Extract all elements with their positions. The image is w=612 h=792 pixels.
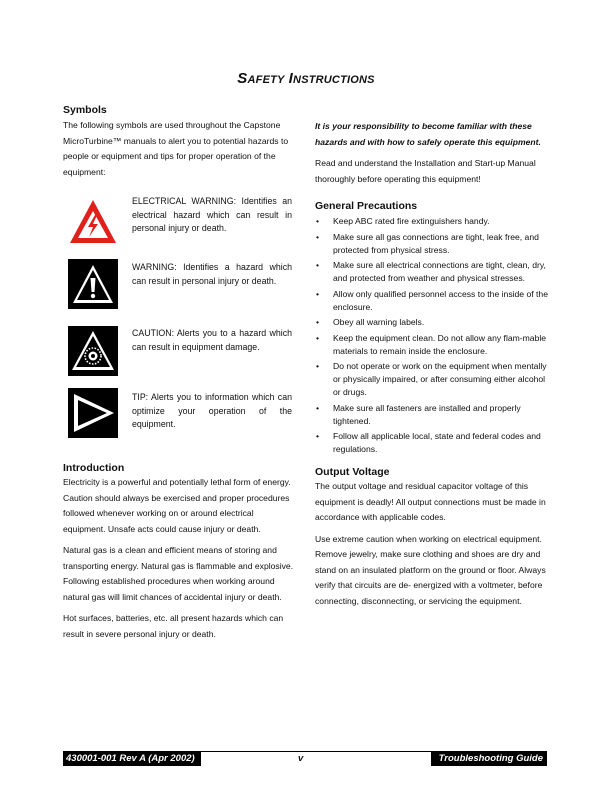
output-voltage-paragraph: Use extreme caution when working on electrical equipment. Remove jewelry, make sure clothing and shoes are dry and stand on an insulated platform on the ground or floor. Always verify that circuits are de- energized with a voltmeter, before connecting, disconnecting, or servicing the equipment. xyxy=(315,533,546,606)
symbols-intro: The following symbols are used throughout the Capstone MicroTurbine™ manuals to alert you to potential hazards to people or equipment and tips for proper operation of the equipment: xyxy=(63,120,289,177)
list-item: • Follow all applicable local, state and federal codes and regulations. xyxy=(315,430,548,456)
left-column xyxy=(63,103,295,642)
warning-icon xyxy=(68,259,118,309)
symbol-warning xyxy=(63,261,295,327)
symbol-tip-text: TIP: Alerts you to information which can optimize your operation of the equipment. xyxy=(132,392,292,429)
list-item: • Obey all warning labels. xyxy=(315,316,548,329)
footer-page-number: v xyxy=(298,753,304,764)
symbols-heading: Symbols xyxy=(63,104,107,116)
list-item: • Keep the equipment clean. Do not allow any flam-mable materials to remain inside the enclosure. xyxy=(315,332,548,358)
intro-paragraph: Electricity is a powerful and potentially lethal form of energy. Caution should always be exercised and proper procedures followed whenever working on or around electrical equipment. Unsafe acts could cause injury or death. xyxy=(63,477,291,534)
list-item: • Keep ABC rated fire extinguishers handy. xyxy=(315,215,548,228)
list-item: • Do not operate or work on the equipment when mentally or physically impaired, or after consuming either alcohol or drugs. xyxy=(315,360,548,399)
symbol-tip xyxy=(63,391,295,461)
intro-paragraph: Hot surfaces, batteries, etc. all present hazards which can result in severe personal injury or death. xyxy=(63,613,284,639)
general-precautions-heading: General Precautions xyxy=(315,200,418,212)
page-footer xyxy=(63,751,547,768)
symbol-electrical-warning-text: ELECTRICAL WARNING: Identifies an electrical hazard which can result in personal injury or death. xyxy=(132,196,292,233)
responsibility-text: Read and understand the Installation and Start-up Manual thoroughly before operating this equipment! xyxy=(315,158,536,184)
list-item: • Allow only qualified personnel access to the inside of the enclosure. xyxy=(315,288,548,314)
symbol-electrical-warning xyxy=(63,195,295,261)
tip-icon xyxy=(68,388,118,438)
output-voltage-paragraph: The output voltage and residual capacitor voltage of this equipment is deadly! All output connections must be made in accordance with applicable codes. xyxy=(315,481,546,522)
caution-icon xyxy=(68,326,118,376)
precautions-list xyxy=(315,215,548,456)
right-column xyxy=(315,119,548,609)
electrical-warning-icon xyxy=(68,197,118,247)
responsibility-emphasis: It is your responsibility to become familiar with these hazards and with how to safely operate this equipment. xyxy=(315,121,541,147)
introduction-heading: Introduction xyxy=(63,462,125,474)
page-title: SAFETY INSTRUCTIONS xyxy=(237,70,375,87)
output-voltage-heading: Output Voltage xyxy=(315,466,390,478)
list-item: • Make sure all gas connections are tight, leak free, and protected from physical stress. xyxy=(315,231,548,257)
list-item: • Make sure all fasteners are installed and properly tightened. xyxy=(315,402,548,428)
symbol-caution xyxy=(63,327,295,391)
list-item: • Make sure all electrical connections are tight, clean, dry, and protected from weather and physical stresses. xyxy=(315,259,548,285)
footer-guide-title: Troubleshooting Guide xyxy=(431,752,547,766)
symbol-caution-text: CAUTION: Alerts you to a hazard which can result in equipment damage. xyxy=(132,328,292,352)
symbol-warning-text: WARNING: Identifies a hazard which can result in personal injury or death. xyxy=(132,262,292,286)
intro-paragraph: Natural gas is a clean and efficient means of storing and transporting energy. Natural gas is flammable and explosive. Following established procedures when working around natural gas will limit chances of accidental injury or death. xyxy=(63,545,294,602)
footer-revision: 430001-001 Rev A (Apr 2002) xyxy=(63,752,201,766)
